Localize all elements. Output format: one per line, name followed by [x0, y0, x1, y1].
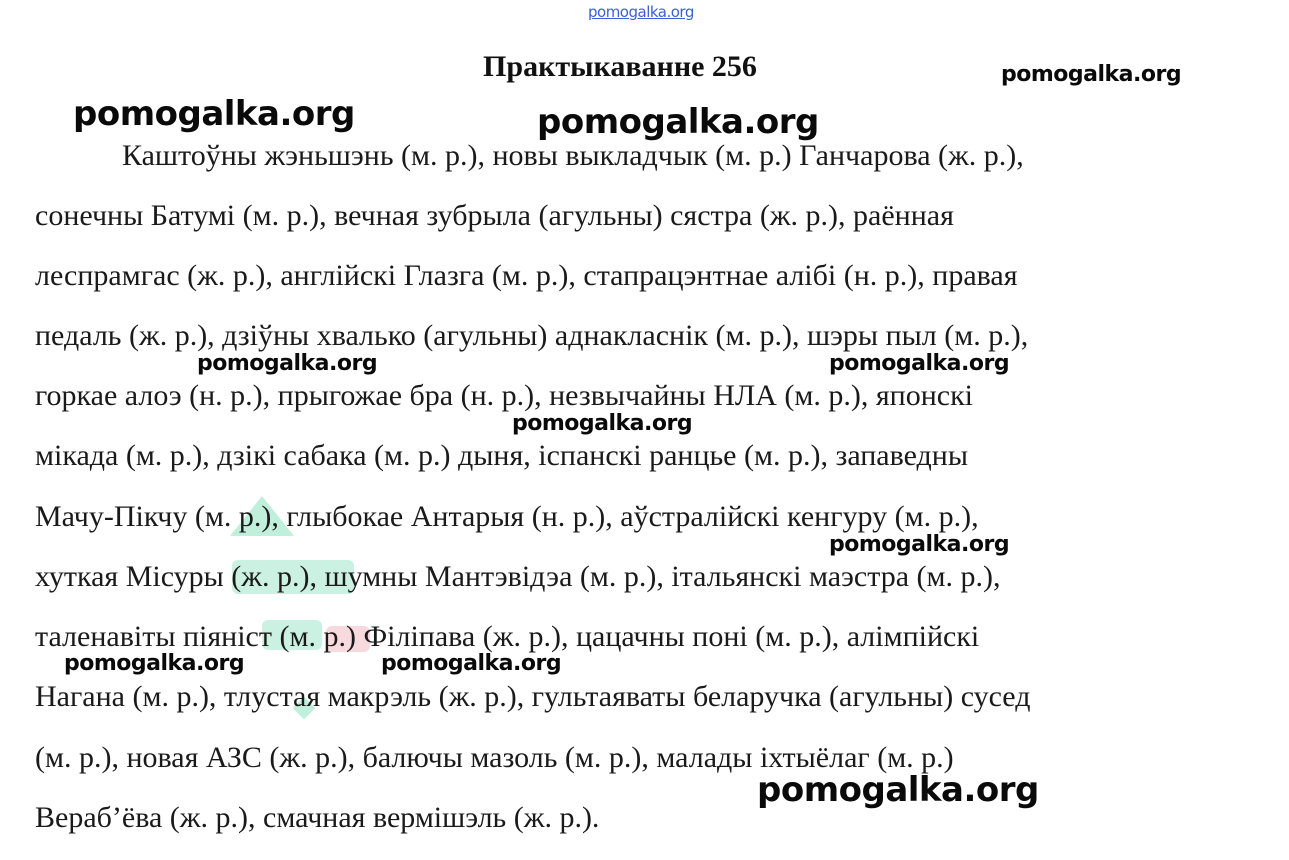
text-line: Мачу-Пікчу (м. р.), глыбокае Антарыя (н. р.), аўстралійскі кенгуру (м. р.),	[35, 500, 979, 533]
watermark-top-link[interactable]: pomogalka.org	[588, 3, 694, 21]
watermark: pomogalka.org	[829, 351, 1010, 376]
watermark: pomogalka.org	[537, 102, 819, 142]
watermark: pomogalka.org	[381, 651, 562, 676]
text-line: (м. р.), новая АЗС (ж. р.), балючы мазоль (м. р.), малады іхтыёлаг (м. р.)	[35, 741, 954, 774]
watermark: pomogalka.org	[197, 351, 378, 376]
watermark: pomogalka.org	[512, 411, 693, 436]
watermark: pomogalka.org	[829, 532, 1010, 557]
text-line: мікада (м. р.), дзікі сабака (м. р.) дыня, іспанскі ранцье (м. р.), запаведны	[35, 439, 968, 472]
watermark: pomogalka.org	[1001, 62, 1182, 87]
text-line: педаль (ж. р.), дзіўны хвалько (агульны) аднакласнік (м. р.), шэры пыл (м. р.),	[35, 319, 1029, 352]
text-line: сонечны Батумі (м. р.), вечная зубрыла (агульны) сястра (ж. р.), раённая	[35, 199, 954, 232]
text-line: Нагана (м. р.), тлустая макрэль (ж. р.), гультаяваты беларучка (агульны) сусед	[35, 680, 1031, 713]
text-line: Вераб’ёва (ж. р.), смачная вермішэль (ж. р.).	[35, 801, 600, 834]
page-title: Практыкаванне 256	[483, 50, 757, 83]
watermark: pomogalka.org	[64, 651, 245, 676]
text-line: Каштоўны жэньшэнь (м. р.), новы выкладчык (м. р.) Ганчарова (ж. р.),	[122, 139, 1024, 172]
text-line: таленавіты піяніст (м. р.) Філіпава (ж. р.), цацачны поні (м. р.), алімпійскі	[35, 620, 980, 653]
text-line: горкае алоэ (н. р.), прыгожае бра (н. р.), незвычайны НЛА (м. р.), японскі	[35, 379, 973, 412]
watermark: pomogalka.org	[757, 770, 1039, 810]
text-line: хуткая Місуры (ж. р.), шумны Мантэвідэа (м. р.), італьянскі маэстра (м. р.),	[35, 560, 1001, 593]
text-line: леспрамгас (ж. р.), англійскі Глазга (м. р.), стапрацэнтнае алібі (н. р.), правая	[35, 259, 1018, 292]
watermark: pomogalka.org	[73, 94, 355, 134]
